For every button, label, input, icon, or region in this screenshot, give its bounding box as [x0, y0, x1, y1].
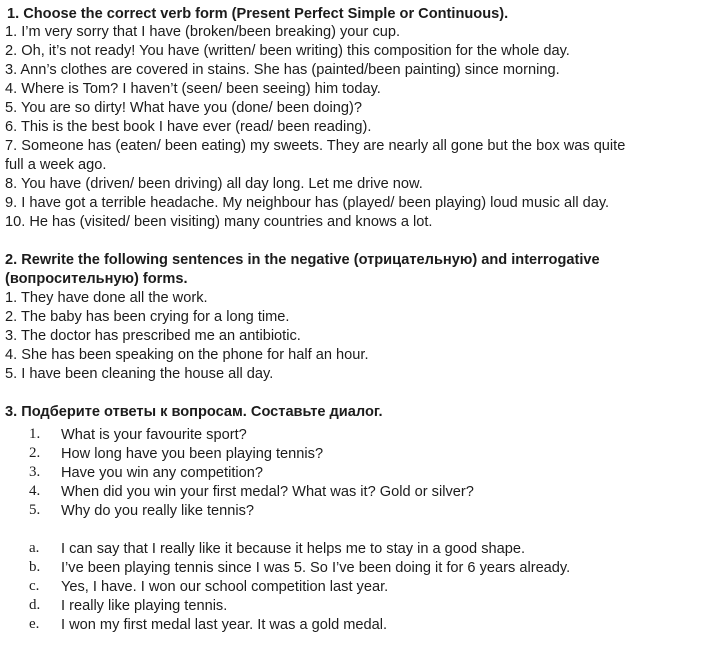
section3-heading: 3. Подберите ответы к вопросам. Составьте диалог. [5, 404, 383, 420]
answer-text: I can say that I really like it because it helps me to stay in a good shape. [61, 541, 526, 557]
question-text: When did you win your first medal? What was it? Gold or silver? [61, 484, 474, 500]
section1-line-6: 6. This is the best book I have ever (read/ been reading). [5, 119, 372, 135]
question-number: 5. [29, 502, 41, 518]
question-number: 2. [29, 445, 41, 461]
answer-text: I really like playing tennis. [61, 598, 228, 614]
answer-letter: a. [29, 540, 40, 556]
question-number: 4. [29, 483, 41, 499]
section1-line-7-cont: full a week ago. [5, 157, 107, 173]
question-text: How long have you been playing tennis? [61, 446, 324, 462]
section1-heading: 1. Choose the correct verb form (Present Perfect Simple or Continuous). [7, 6, 509, 22]
question-number: 3. [29, 464, 41, 480]
section2-line-3: 3. The doctor has prescribed me an antibiotic. [5, 328, 301, 344]
section1-line-7: 7. Someone has (eaten/ been eating) my sweets. They are nearly all gone but the box was quite [5, 138, 626, 154]
section1-line-1: 1. I’m very sorry that I have (broken/been breaking) your cup. [5, 24, 401, 40]
question-number: 1. [29, 426, 41, 442]
section2-heading-line2: (вопросительную) forms. [5, 271, 188, 287]
answer-text: I won my first medal last year. It was a gold medal. [61, 617, 388, 633]
answer-letter: d. [29, 597, 41, 613]
question-text: What is your favourite sport? [61, 427, 247, 443]
question-text: Have you win any competition? [61, 465, 263, 481]
section2-line-1: 1. They have done all the work. [5, 290, 208, 306]
question-text: Why do you really like tennis? [61, 503, 255, 519]
answer-text: I’ve been playing tennis since I was 5. So I’ve been doing it for 6 years already. [61, 560, 571, 576]
section1-line-8: 8. You have (driven/ been driving) all day long. Let me drive now. [5, 176, 423, 192]
section1-line-10: 10. He has (visited/ been visiting) many countries and knows a lot. [5, 214, 433, 230]
section1-line-2: 2. Oh, it’s not ready! You have (written/ been writing) this composition for the whole day. [5, 43, 570, 59]
section2-line-2: 2. The baby has been crying for a long time. [5, 309, 290, 325]
answer-letter: c. [29, 578, 40, 594]
section2-line-5: 5. I have been cleaning the house all day. [5, 366, 274, 382]
section1-line-9: 9. I have got a terrible headache. My neighbour has (played/ been playing) loud music all day. [5, 195, 610, 211]
section1-line-4: 4. Where is Tom? I haven’t (seen/ been seeing) him today. [5, 81, 381, 97]
answer-text: Yes, I have. I won our school competition last year. [61, 579, 389, 595]
answer-letter: e. [29, 616, 40, 632]
answer-letter: b. [29, 559, 41, 575]
section1-line-5: 5. You are so dirty! What have you (done/ been doing)? [5, 100, 362, 116]
section1-line-3: 3. Ann’s clothes are covered in stains. She has (painted/been painting) since morning. [5, 62, 560, 78]
section2-heading-line1: 2. Rewrite the following sentences in the negative (отрицательную) and interrogative [5, 252, 600, 268]
section2-line-4: 4. She has been speaking on the phone for half an hour. [5, 347, 369, 363]
